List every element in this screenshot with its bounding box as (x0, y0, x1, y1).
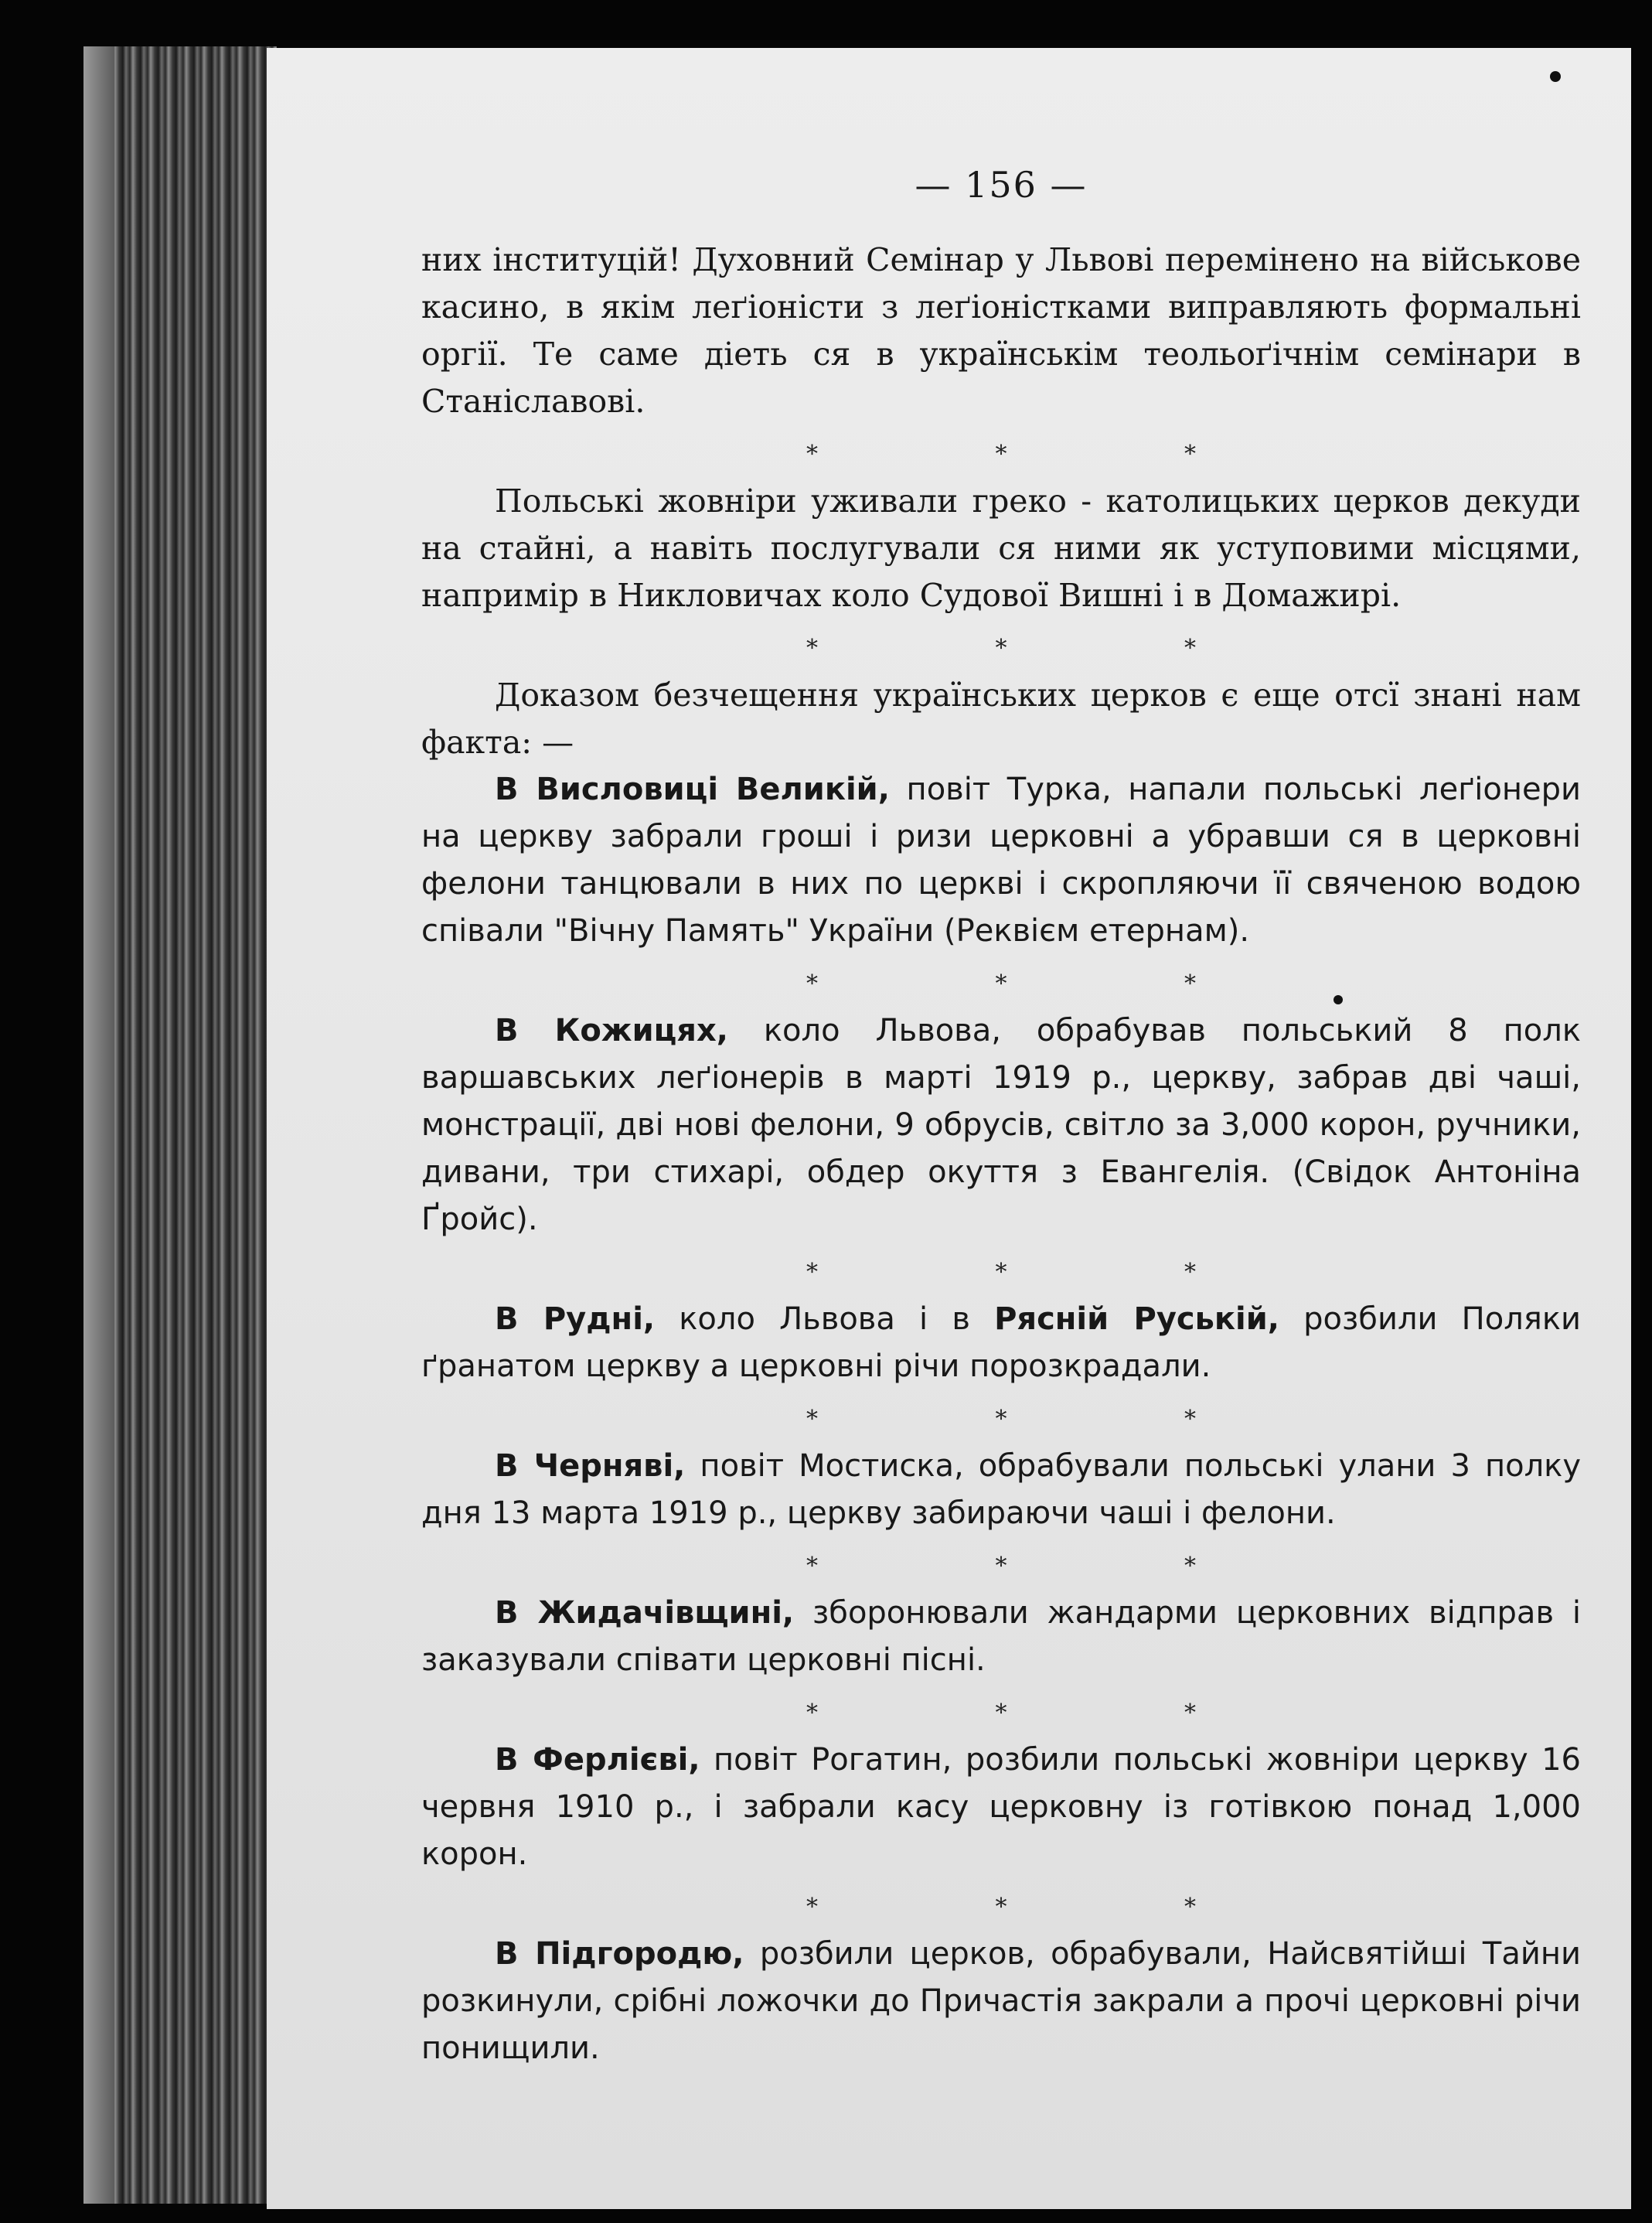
entry-paragraph (421, 1931, 1581, 2072)
entry-text: повіт Мостиска, обрабували польські улани 3 полку дня 13 марта 1919 р., церкву забираючи чаші і фелони. (421, 1448, 1581, 1531)
intro-paragraph-1: них інституцій! Духовний Семінар у Львові перемінено на військове касино, в якім леґіоністи з леґіоністками виправляють формальні оргії. Те саме діеть ся в українськім теольоґічнім семінари в Станіславові. (421, 241, 1581, 420)
entry-place: В Висловиці Великій, (495, 772, 890, 807)
section-separator: * * * (806, 635, 1282, 662)
section-separator: * * * (806, 1553, 1282, 1580)
page-content (421, 164, 1581, 2072)
section-separator: * * * (806, 1259, 1282, 1286)
entry-place: В Жидачівщині, (495, 1595, 795, 1631)
entry-place: В Черняві, (495, 1448, 686, 1484)
entry-text-secondary: розбили Поляки ґранатом церкву а церковні річи порозкрадали. (421, 1301, 1582, 1384)
entry-place: В Кожицях, (495, 1013, 728, 1048)
section-separator: * * * (806, 441, 1282, 468)
section-separator: * * * (806, 970, 1282, 997)
entry-text: повіт Турка, напали польські леґіонери на церкву забрали гроші і ризи церковні а убравши ся в церковні фелони танцювали в них по церкві і скропляючи її свяченою водою співали "Вічну Память" України (Реквієм етернам). (421, 772, 1581, 949)
entry-paragraph (421, 1737, 1581, 1878)
entry-paragraph (421, 1296, 1581, 1390)
entry-place: В Підгородю, (495, 1936, 744, 1972)
section-separator: * * * (806, 1406, 1282, 1433)
entry-paragraph (421, 1008, 1581, 1243)
intro-paragraph-2: Польські жовніри уживали греко - католицьких церков декуди на стайні, а навіть послугували ся ними як уступовими місцями, наприміp в Никловичах коло Судової Вишні і в Домажирі. (421, 482, 1581, 614)
entry-text: коло Львова, обрабував польський 8 полк варшавських леґіонерів в марті 1919 р., церкву, забрав дві чаші, монстрації, дві нові фелони, 9 обрусів, світло за 3,000 корон, ручники, дивани, три стихарі, обдер окуття з Евангелія. (Свідок Антоніна Ґройс). (421, 1013, 1582, 1237)
intro-paragraph-3: Доказом безчещення українських церков є еще отсї знані нам факта: — (421, 677, 1581, 761)
entry-place-secondary: Рясній Руській, (994, 1301, 1279, 1337)
book-page (267, 48, 1631, 2209)
entry-paragraph (421, 1443, 1581, 1537)
ink-speck (1550, 71, 1561, 82)
section-separator: * * * (806, 1894, 1282, 1921)
entry-text: розбили церков, обрабували, Найсвятійші Тайни розкинули, срібні ложочки до Причастія закрали а прочі церковні річи понищили. (421, 1936, 1581, 2066)
entry-place: В Рудні, (495, 1301, 656, 1337)
entry-text: зборонювали жандарми церковних відправ і заказували співати церковні пісні. (421, 1595, 1581, 1678)
book-spine-edge (83, 46, 114, 2204)
page-number: — 156 — (915, 164, 1088, 206)
section-separator: * * * (806, 1700, 1282, 1727)
entry-text: повіт Рогатин, розбили польські жовніри церкву 16 червня 1910 р., і забрали касу церковну із готівкою понад 1,000 корон. (421, 1742, 1581, 1872)
entry-paragraph (421, 766, 1581, 955)
entry-place: В Ферлієві, (495, 1742, 700, 1778)
entry-paragraph (421, 1590, 1581, 1684)
entry-text: коло Львова і в (655, 1301, 995, 1337)
